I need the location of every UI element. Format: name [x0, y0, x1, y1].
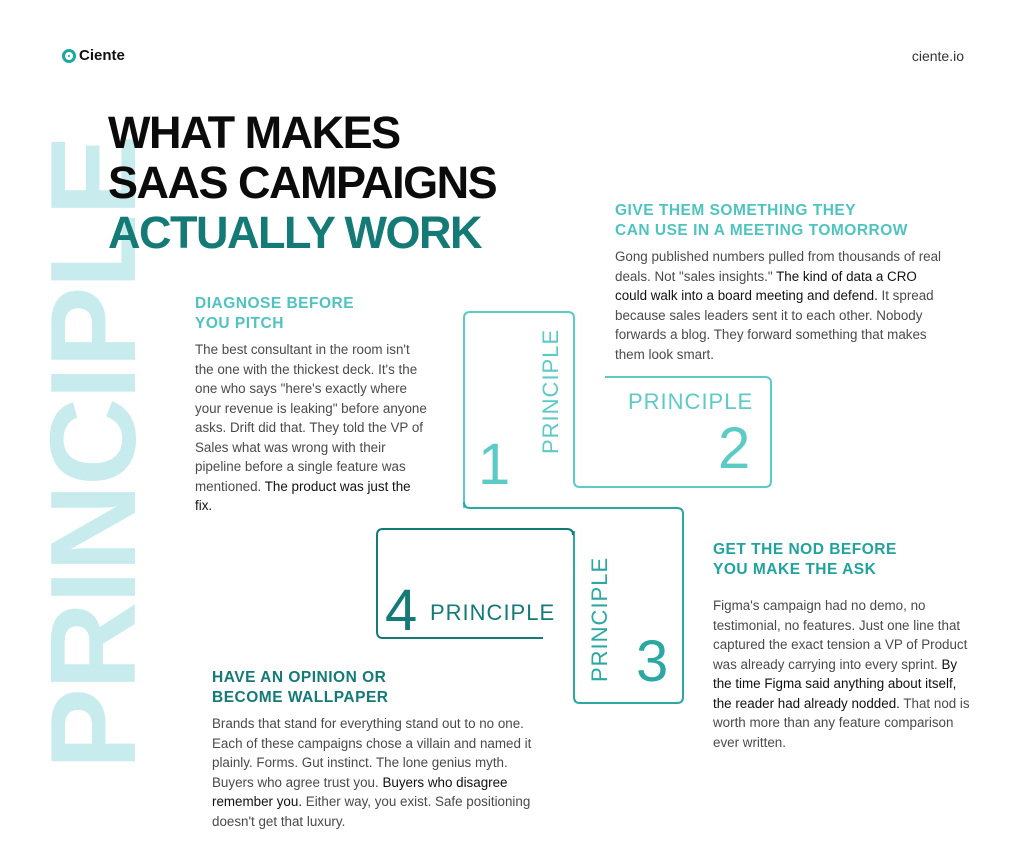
heading-line: DIAGNOSE BEFORE — [195, 295, 355, 312]
heading-line: BECOME WALLPAPER — [212, 689, 389, 706]
principle-4-number: 4 — [385, 578, 418, 643]
body-text: Brands that stand for everything stand out to no one. Each of these campaigns chose a villain and named it plainly. Forms. Gut instinct. The lone genius myth. Buyers who agree trust you. — [212, 716, 532, 790]
principle-1-body — [195, 340, 427, 516]
principle-2-section — [615, 201, 960, 364]
emphasis-text: The product was just the fix. — [195, 478, 411, 513]
body-text: Either way, you exist. Safe positioning doesn't get that luxury. — [212, 794, 531, 829]
principle-2-body — [615, 247, 945, 364]
principle-1-label: PRINCIPLE — [538, 328, 563, 454]
principle-4-heading — [212, 668, 542, 708]
heading-line: GIVE THEM SOMETHING THEY — [615, 202, 857, 219]
principle-2-number: 2 — [718, 416, 751, 481]
principle-1-heading — [195, 294, 427, 334]
heading-line: CAN USE IN A MEETING TOMORROW — [615, 222, 908, 239]
body-text: It spread because sales leaders sent it to each other. Nobody forwards a blog. They forward something that makes them look smart. — [615, 288, 934, 362]
principle-3-number: 3 — [636, 629, 669, 694]
principle-3-heading — [713, 540, 975, 580]
title-line-1: WHAT MAKES — [108, 107, 400, 158]
principle-4-body — [212, 714, 542, 831]
principle-3-section — [713, 540, 975, 752]
body-text: The best consultant in the room isn't the one with the thickest deck. It's the one who says "here's exactly where your revenue is leaking" before anyone asks. Drift did that. They told the VP of Sales what was wrong with their pipeline before a single feature was mentioned. — [195, 342, 427, 494]
emphasis-text: The kind of data a CRO could walk into a board meeting and defend. — [615, 268, 917, 303]
heading-line: YOU PITCH — [195, 315, 284, 332]
site-url: ciente.io — [911, 48, 964, 64]
background-principle-word: PRINCIPLE — [25, 136, 161, 770]
heading-line: GET THE NOD BEFORE — [713, 541, 897, 558]
principle-2-label: PRINCIPLE — [628, 389, 754, 414]
body-text: Gong published numbers pulled from thousands of real deals. Not "sales insights." — [615, 249, 942, 284]
body-text: That nod is worth more than any feature comparison ever written. — [713, 695, 970, 750]
principle-4-label: PRINCIPLE — [430, 600, 556, 625]
principle-3-body — [713, 596, 975, 752]
brand-name: Ciente — [79, 47, 125, 64]
emphasis-text: Buyers who disagree remember you. — [212, 774, 508, 809]
title-line-3: ACTUALLY WORK — [108, 207, 481, 258]
principle-3-label: PRINCIPLE — [587, 556, 612, 682]
principle-2-heading — [615, 201, 960, 241]
title-line-2: SAAS CAMPAIGNS — [108, 157, 497, 208]
emphasis-text: By the time Figma said anything about itself, the reader had already nodded. — [713, 656, 958, 711]
body-text: Figma's campaign had no demo, no testimonial, no features. Just one line that captured the exact tension a VP of Product was already carrying into every sprint. — [713, 598, 968, 672]
heading-line: HAVE AN OPINION OR — [212, 669, 387, 686]
principle-1-number: 1 — [478, 432, 511, 497]
principle-4-section — [212, 668, 542, 831]
heading-line: YOU MAKE THE ASK — [713, 561, 877, 578]
principle-1-section — [195, 294, 427, 516]
